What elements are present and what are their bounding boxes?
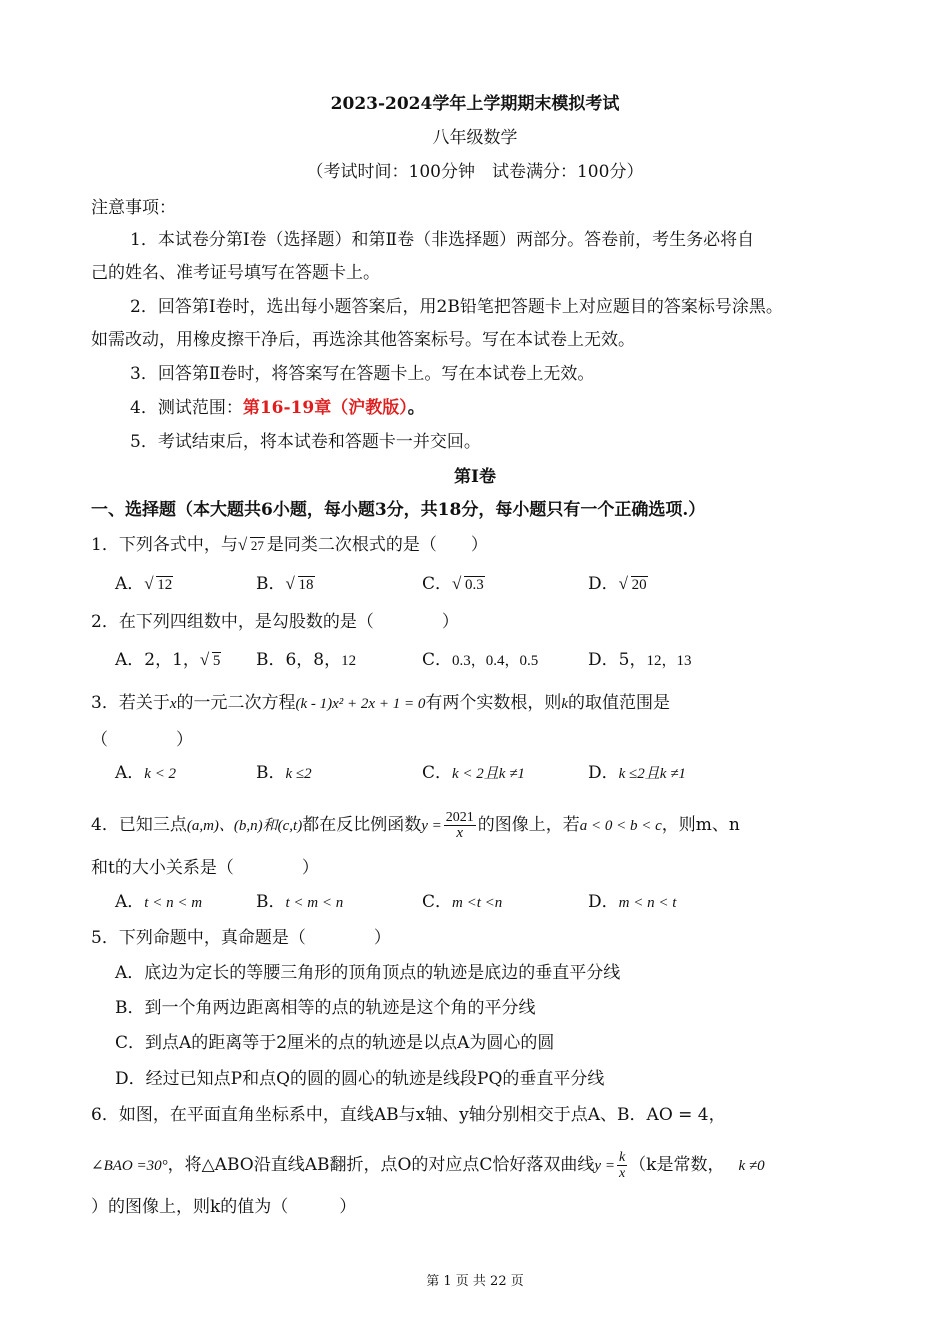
exam-subtitle: 八年级数学: [432, 128, 518, 148]
q5-option-b[interactable]: B．到一个角两边距离相等的点的轨迹是这个角的平分线: [115, 998, 536, 1018]
q3-option-c[interactable]: C．k < 2且k ≠1: [422, 763, 525, 783]
q5-option-a[interactable]: A．底边为定长的等腰三角形的顶角顶点的轨迹是底边的垂直平分线: [115, 963, 621, 983]
q4-option-d[interactable]: D．m < n < t: [588, 892, 677, 912]
q4-option-c[interactable]: C．m <t <n: [422, 892, 503, 912]
section-heading: 一、选择题（本大题共6小题，每小题3分，共18分，每小题只有一个正确选项.）: [91, 500, 706, 520]
exam-info: （考试时间：100分钟 试卷满分：100分）: [306, 162, 644, 182]
question-4-line2: 和t的大小关系是（ ）: [91, 858, 319, 878]
question-6-line3: ）的图像上，则k的值为（ ）: [91, 1197, 357, 1217]
question-6-line2: ∠BAO =30°，将△ABO沿直线AB翻折，点O的对应点C恰好落双曲线y = $\frac{k}{x}$ （k是常数， k ≠0: [91, 1150, 765, 1181]
notice-1a: 1．本试卷分第Ⅰ卷（选择题）和第Ⅱ卷（非选择题）两部分。答卷前，考生务必将自: [130, 230, 755, 250]
notice-4-range: 第16-19章（沪教版）: [242, 398, 408, 418]
q3-option-b[interactable]: B．k ≤2: [256, 763, 312, 783]
q5-option-c[interactable]: C．到点A的距离等于2厘米的点的轨迹是以点A为圆心的圆: [115, 1033, 555, 1053]
q3-option-a[interactable]: A．k < 2: [115, 763, 177, 783]
q3-option-d[interactable]: D．k ≤2且k ≠1: [588, 763, 686, 783]
q1-option-c[interactable]: C．√ 0.3: [422, 572, 487, 597]
q2-option-d[interactable]: D．5，12，13: [588, 650, 692, 670]
question-3-paren: （ ）: [91, 730, 193, 750]
q3-equation: (k - 1)x² + 2x + 1 = 0: [295, 696, 426, 712]
q6-fraction: $\frac{k}{x}$: [618, 1150, 626, 1181]
notice-1b: 己的姓名、准考证号填写在答题卡上。: [91, 263, 380, 283]
notice-4-prefix: 4．测试范围：: [130, 398, 243, 418]
question-5: 5．下列命题中，真命题是（ ）: [91, 928, 391, 948]
question-4: 4．已知三点(a,m)、(b,n)和(c,t)都在反比例函数y = $\frac{2021}{x}$ 的图像上，若a < 0 < b < c，则m、n: [91, 810, 740, 841]
q4-fraction: $\frac{2021}{x}$: [445, 810, 474, 841]
exam-title: 2023-2024学年上学期期末模拟考试: [330, 94, 620, 114]
q1-option-a[interactable]: A．√ 12: [115, 572, 175, 597]
notice-4: [130, 396, 880, 420]
notice-2a: 2．回答第Ⅰ卷时，选出每小题答案后，用2B铅笔把答题卡上对应题目的答案标号涂黑。: [130, 297, 783, 317]
question-2: 2．在下列四组数中，是勾股数的是（ ）: [91, 612, 459, 632]
q1-option-d[interactable]: D．√ 20: [588, 572, 650, 597]
q5-option-d[interactable]: D．经过已知点P和点Q的圆的圆心的轨迹是线段PQ的垂直平分线: [115, 1069, 605, 1089]
question-6-line1: 6．如图，在平面直角坐标系中，直线AB与x轴、y轴分别相交于点A、B．AO = 4，: [91, 1105, 726, 1125]
q2-option-b[interactable]: B．6，8，12: [256, 650, 357, 670]
question-1: 1．下列各式中，与√ 27 是同类二次根式的是（ ）: [91, 533, 880, 558]
question-3: 3．若关于x的一元二次方程(k - 1)x² + 2x + 1 = 0有两个实数根，则k的取值范围是: [91, 693, 670, 713]
q1-option-b[interactable]: B．√ 18: [256, 572, 317, 597]
q4-option-a[interactable]: A．t < n < m: [115, 892, 203, 912]
q2-option-c[interactable]: C．0.3，0.4，0.5: [422, 650, 539, 670]
sqrt-27: √ 27: [238, 534, 265, 558]
notice-2b: 如需改动，用橡皮擦干净后，再选涂其他答案标号。写在本试卷上无效。: [91, 330, 635, 350]
q2-option-a[interactable]: A．2，1，√ 5: [115, 648, 223, 673]
notice-heading: 注意事项：: [91, 198, 176, 218]
volume-heading: 第Ⅰ卷: [454, 467, 496, 487]
notice-4-suffix: 。: [407, 398, 425, 418]
notice-5: 5．考试结束后，将本试卷和答题卡一并交回。: [130, 432, 481, 452]
page-footer: 第 1 页 共 22 页: [426, 1274, 524, 1289]
notice-3: 3．回答第Ⅱ卷时，将答案写在答题卡上。写在本试卷上无效。: [130, 364, 595, 384]
q4-option-b[interactable]: B．t < m < n: [256, 892, 344, 912]
